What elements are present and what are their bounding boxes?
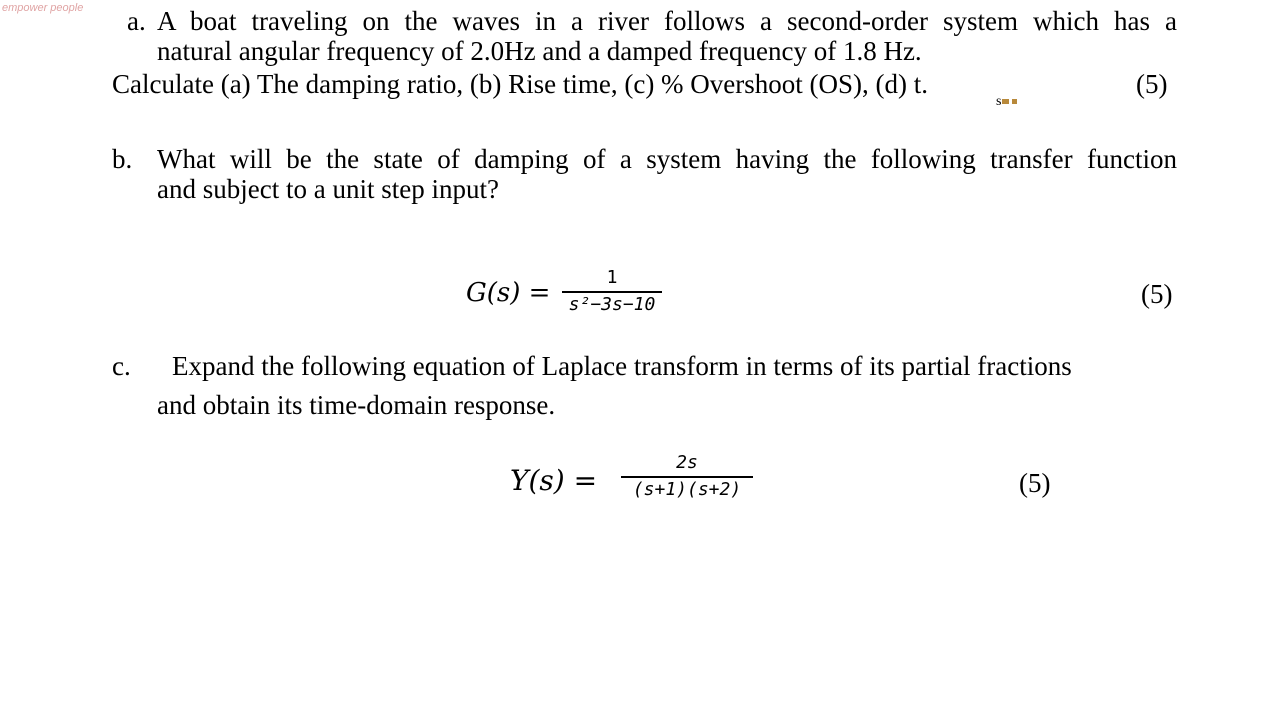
part-b-marks: (5) xyxy=(1141,279,1173,309)
fraction-bar xyxy=(562,291,662,293)
part-b-equation-lhs: G(s) = xyxy=(466,278,551,308)
part-c-line1: Expand the following equation of Laplace transform in terms of its partial fractions xyxy=(172,351,1072,381)
part-c-denominator: (s+1)(s+2) xyxy=(632,479,742,500)
part-b-numerator: 1 xyxy=(606,267,618,288)
part-c-marks: (5) xyxy=(1019,468,1051,498)
part-c-fraction xyxy=(621,453,753,500)
part-b-line1: What will be the state of damping of a system having the following transfer function xyxy=(157,144,1177,174)
part-a-line2: natural angular frequency of 2.0Hz and a damped frequency of 1.8 Hz. xyxy=(157,36,922,66)
part-b-line2: and subject to a unit step input? xyxy=(157,174,499,204)
part-a-label: a. xyxy=(127,6,146,36)
part-c-label: c. xyxy=(112,351,131,381)
part-a-line1: A boat traveling on the waves in a river follows a second-order system which has a xyxy=(157,6,1177,36)
part-a-t-subscript: s xyxy=(996,94,1002,109)
fraction-bar xyxy=(621,476,753,478)
part-a-question-line xyxy=(112,69,928,99)
part-a-marks: (5) xyxy=(1136,69,1168,99)
watermark-text: empower people xyxy=(2,2,84,14)
part-a-line3: Calculate (a) The damping ratio, (b) Rise time, (c) % Overshoot (OS), (d) t xyxy=(112,69,922,99)
part-a-t-dot: . xyxy=(921,69,929,99)
part-c-numerator: 2s xyxy=(676,452,698,473)
part-c-line2: and obtain its time-domain response. xyxy=(157,390,556,420)
part-a-subscript-group xyxy=(996,94,1017,110)
part-c-equation-lhs: Y(s) = xyxy=(510,464,598,497)
part-b-fraction xyxy=(562,268,662,315)
part-b-denominator: s²−3s−10 xyxy=(568,294,656,315)
text-anchor-marker-icon xyxy=(1002,99,1009,104)
text-anchor-marker-icon xyxy=(1012,99,1017,104)
part-b-label: b. xyxy=(112,144,133,174)
